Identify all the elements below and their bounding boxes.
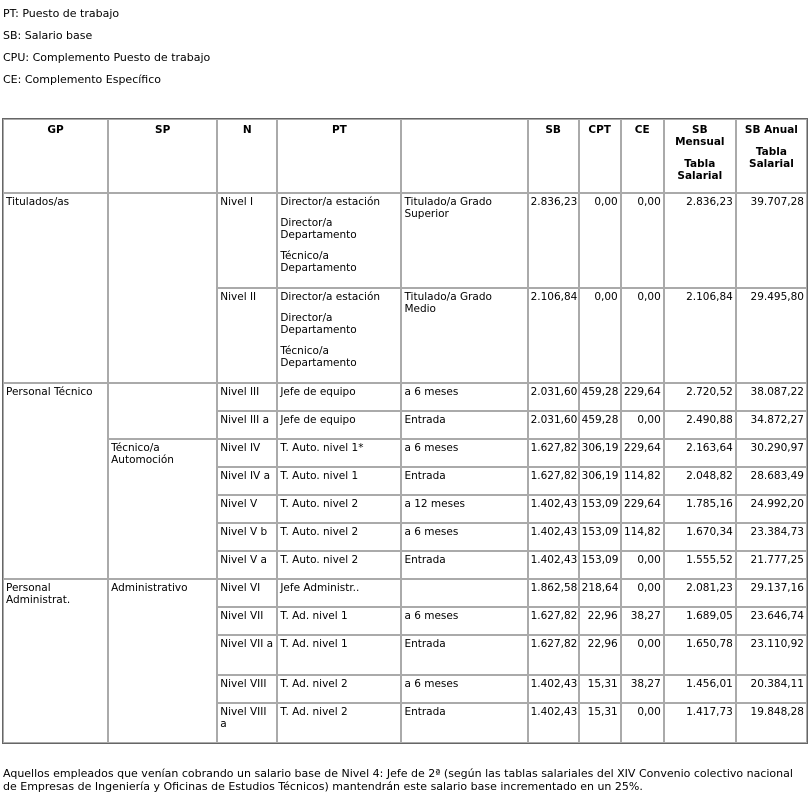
header-sp: SP xyxy=(108,119,217,193)
legend-item: PT: Puesto de trabajo xyxy=(3,7,120,20)
position-cell xyxy=(277,193,401,288)
sb-mensual-cell: 1.555,52 xyxy=(664,551,736,579)
legend-item: CE: Complemento Específico xyxy=(3,73,162,86)
qualification-cell: Entrada xyxy=(401,551,527,579)
cpt-cell: 15,31 xyxy=(579,675,621,703)
ce-cell: 114,82 xyxy=(621,523,664,551)
sb-anual-cell: 23.646,74 xyxy=(736,607,807,635)
group-cell: Personal Técnico xyxy=(3,383,108,579)
sb-cell: 2.106,84 xyxy=(528,288,579,383)
subgroup-cell xyxy=(108,383,217,439)
sb-mensual-cell: 2.106,84 xyxy=(664,288,736,383)
sb-anual-cell: 30.290,97 xyxy=(736,439,807,467)
position-line: T. Auto. nivel 2 xyxy=(280,526,359,538)
position-cell xyxy=(277,383,401,411)
cpt-cell: 15,31 xyxy=(579,703,621,743)
level-cell: Nivel II xyxy=(217,288,277,383)
position-cell xyxy=(277,495,401,523)
qualification-cell: Entrada xyxy=(401,411,527,439)
qualification-cell: a 6 meses xyxy=(401,383,527,411)
ce-cell: 0,00 xyxy=(621,551,664,579)
cpt-cell: 153,09 xyxy=(579,551,621,579)
group-cell: Titulados/as xyxy=(3,193,108,383)
position-line: Técnico/a Departamento xyxy=(280,345,357,369)
position-line: T. Ad. nivel 2 xyxy=(280,678,348,690)
table-row xyxy=(3,579,807,607)
sb-mensual-cell: 2.836,23 xyxy=(664,193,736,288)
sb-anual-cell: 38.087,22 xyxy=(736,383,807,411)
sb-cell: 1.627,82 xyxy=(528,635,579,675)
cpt-cell: 153,09 xyxy=(579,495,621,523)
position-cell xyxy=(277,411,401,439)
position-cell xyxy=(277,523,401,551)
cpt-cell: 0,00 xyxy=(579,288,621,383)
group-cell: Personal Administrat. xyxy=(3,579,108,743)
header-row xyxy=(3,119,807,193)
sb-mensual-cell: 2.490,88 xyxy=(664,411,736,439)
sb-mensual-cell: 1.670,34 xyxy=(664,523,736,551)
position-line: T. Ad. nivel 1 xyxy=(280,638,348,650)
position-line: Jefe de equipo xyxy=(280,386,356,398)
position-cell xyxy=(277,579,401,607)
position-line: Jefe Administr.. xyxy=(280,582,360,594)
position-line: T. Ad. nivel 1 xyxy=(280,610,348,622)
level-cell: Nivel V a xyxy=(217,551,277,579)
ce-cell: 0,00 xyxy=(621,579,664,607)
header-sb: SB xyxy=(528,119,579,193)
subgroup-cell: Administrativo xyxy=(108,579,217,743)
position-line: T. Auto. nivel 2 xyxy=(280,498,359,510)
level-cell: Nivel VIII xyxy=(217,675,277,703)
cpt-cell: 306,19 xyxy=(579,467,621,495)
ce-cell: 229,64 xyxy=(621,495,664,523)
qualification-cell: a 12 meses xyxy=(401,495,527,523)
position-line: Jefe de equipo xyxy=(280,414,356,426)
header-pt: PT xyxy=(277,119,401,193)
sb-anual-cell: 39.707,28 xyxy=(736,193,807,288)
position-line: Director/a estación xyxy=(280,291,381,303)
sb-anual-cell: 20.384,11 xyxy=(736,675,807,703)
level-cell: Nivel III xyxy=(217,383,277,411)
sb-mensual-cell: 1.456,01 xyxy=(664,675,736,703)
sb-anual-cell: 29.137,16 xyxy=(736,579,807,607)
footnote: Aquellos empleados que venían cobrando un salario base de Nivel 4: Jefe de 2ª (según las tablas salariales del XIV Convenio colectivo nacional de Empresas de Ingeniería y Oficinas de Estudios Técnicos) mantendrán este salario base incrementado en un 25%. xyxy=(3,767,793,793)
salary-table xyxy=(2,118,808,744)
header-ce: CE xyxy=(621,119,664,193)
position-line: T. Auto. nivel 1* xyxy=(280,442,364,454)
sb-cell: 1.402,43 xyxy=(528,495,579,523)
subgroup-cell: Técnico/a Automoción xyxy=(108,439,217,579)
sb-anual-cell: 24.992,20 xyxy=(736,495,807,523)
sb-cell: 2.031,60 xyxy=(528,383,579,411)
header-sb-mensual xyxy=(664,119,736,193)
position-line: T. Ad. nivel 2 xyxy=(280,706,348,718)
sb-cell: 1.627,82 xyxy=(528,439,579,467)
header-cpt: CPT xyxy=(579,119,621,193)
position-line: T. Auto. nivel 1 xyxy=(280,470,359,482)
sb-anual-cell: 23.110,92 xyxy=(736,635,807,675)
level-cell: Nivel III a xyxy=(217,411,277,439)
position-cell xyxy=(277,288,401,383)
sb-mensual-cell: 1.785,16 xyxy=(664,495,736,523)
header-sb-mensual-title: SB Mensual xyxy=(675,124,725,148)
ce-cell: 0,00 xyxy=(621,193,664,288)
position-line: Director/a estación xyxy=(280,196,381,208)
sb-anual-cell: 19.848,28 xyxy=(736,703,807,743)
sb-mensual-cell: 2.048,82 xyxy=(664,467,736,495)
cpt-cell: 306,19 xyxy=(579,439,621,467)
legend-item: SB: Salario base xyxy=(3,29,93,42)
header-sb-anual-title: SB Anual xyxy=(744,124,798,136)
header-sb-mensual-sub: Tabla Salarial xyxy=(677,158,723,182)
position-cell xyxy=(277,439,401,467)
header-n: N xyxy=(217,119,277,193)
cpt-cell: 218,64 xyxy=(579,579,621,607)
sb-cell: 2.836,23 xyxy=(528,193,579,288)
qualification-cell: Entrada xyxy=(401,703,527,743)
cpt-cell: 459,28 xyxy=(579,411,621,439)
qualification-cell xyxy=(401,579,527,607)
position-cell xyxy=(277,607,401,635)
position-line: Técnico/a Departamento xyxy=(280,250,357,274)
qualification-cell: Entrada xyxy=(401,635,527,675)
sb-mensual-cell: 1.417,73 xyxy=(664,703,736,743)
sb-anual-cell: 21.777,25 xyxy=(736,551,807,579)
cpt-cell: 22,96 xyxy=(579,607,621,635)
sb-cell: 1.402,43 xyxy=(528,703,579,743)
sb-mensual-cell: 2.720,52 xyxy=(664,383,736,411)
qualification-cell: Entrada xyxy=(401,467,527,495)
table-row xyxy=(3,193,807,288)
cpt-cell: 0,00 xyxy=(579,193,621,288)
legend xyxy=(3,0,210,88)
sb-mensual-cell: 1.689,05 xyxy=(664,607,736,635)
ce-cell: 114,82 xyxy=(621,467,664,495)
position-cell xyxy=(277,635,401,675)
ce-cell: 38,27 xyxy=(621,675,664,703)
sb-cell: 1.402,43 xyxy=(528,551,579,579)
position-cell xyxy=(277,675,401,703)
header-extra xyxy=(401,119,527,193)
level-cell: Nivel IV a xyxy=(217,467,277,495)
ce-cell: 0,00 xyxy=(621,288,664,383)
position-cell xyxy=(277,703,401,743)
header-sb-anual xyxy=(736,119,807,193)
level-cell: Nivel VII a xyxy=(217,635,277,675)
qualification-cell: Titulado/a Grado Superior xyxy=(401,193,527,288)
sb-cell: 1.402,43 xyxy=(528,523,579,551)
qualification-cell: a 6 meses xyxy=(401,523,527,551)
position-cell xyxy=(277,467,401,495)
sb-cell: 2.031,60 xyxy=(528,411,579,439)
ce-cell: 0,00 xyxy=(621,635,664,675)
sb-anual-cell: 23.384,73 xyxy=(736,523,807,551)
qualification-cell: a 6 meses xyxy=(401,675,527,703)
level-cell: Nivel V xyxy=(217,495,277,523)
sb-anual-cell: 28.683,49 xyxy=(736,467,807,495)
ce-cell: 0,00 xyxy=(621,411,664,439)
position-line: Director/a Departamento xyxy=(280,312,357,336)
table-row xyxy=(3,383,807,411)
sb-mensual-cell: 1.650,78 xyxy=(664,635,736,675)
level-cell: Nivel VII xyxy=(217,607,277,635)
ce-cell: 229,64 xyxy=(621,439,664,467)
cpt-cell: 22,96 xyxy=(579,635,621,675)
level-cell: Nivel VI xyxy=(217,579,277,607)
header-gp: GP xyxy=(3,119,108,193)
position-line: T. Auto. nivel 2 xyxy=(280,554,359,566)
cpt-cell: 153,09 xyxy=(579,523,621,551)
header-sb-anual-sub: Tabla Salarial xyxy=(749,146,794,170)
level-cell: Nivel I xyxy=(217,193,277,288)
sb-anual-cell: 34.872,27 xyxy=(736,411,807,439)
subgroup-cell xyxy=(108,193,217,383)
qualification-cell: Titulado/a Grado Medio xyxy=(401,288,527,383)
qualification-cell: a 6 meses xyxy=(401,607,527,635)
ce-cell: 38,27 xyxy=(621,607,664,635)
sb-mensual-cell: 2.081,23 xyxy=(664,579,736,607)
level-cell: Nivel V b xyxy=(217,523,277,551)
position-line: Director/a Departamento xyxy=(280,217,357,241)
table-row xyxy=(3,439,807,467)
position-cell xyxy=(277,551,401,579)
level-cell: Nivel IV xyxy=(217,439,277,467)
cpt-cell: 459,28 xyxy=(579,383,621,411)
ce-cell: 229,64 xyxy=(621,383,664,411)
level-cell: Nivel VIII a xyxy=(217,703,277,743)
ce-cell: 0,00 xyxy=(621,703,664,743)
sb-mensual-cell: 2.163,64 xyxy=(664,439,736,467)
sb-cell: 1.402,43 xyxy=(528,675,579,703)
sb-cell: 1.627,82 xyxy=(528,607,579,635)
sb-cell: 1.862,58 xyxy=(528,579,579,607)
sb-anual-cell: 29.495,80 xyxy=(736,288,807,383)
legend-item: CPU: Complemento Puesto de trabajo xyxy=(3,51,211,64)
qualification-cell: a 6 meses xyxy=(401,439,527,467)
sb-cell: 1.627,82 xyxy=(528,467,579,495)
